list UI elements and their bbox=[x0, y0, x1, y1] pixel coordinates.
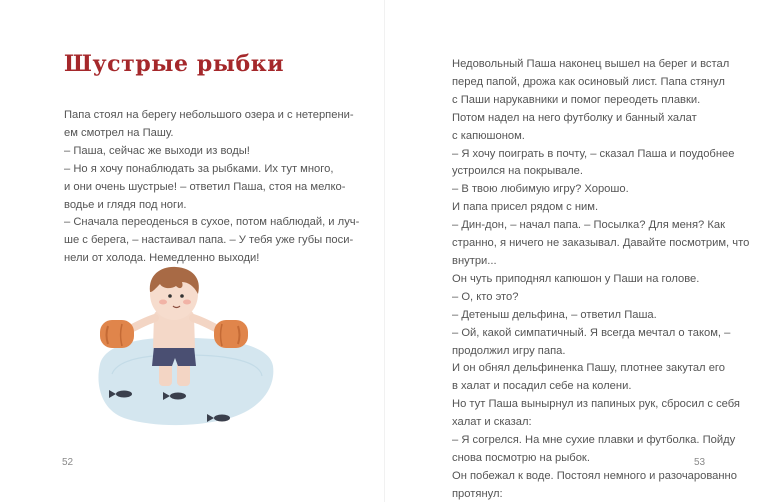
left-armband bbox=[100, 320, 134, 348]
right-page-text bbox=[452, 56, 749, 504]
text-line: снова посмотрю на рыбок. bbox=[452, 451, 590, 464]
text-line: – О, кто это? bbox=[452, 290, 519, 303]
text-line: – Я согрелся. На мне сухие плавки и футболка. Пойду bbox=[452, 434, 736, 447]
text-line: – Дин-дон, – начал папа. – Посылка? Для меня? Как bbox=[452, 219, 725, 232]
text-line: халат и сказал: bbox=[452, 416, 532, 429]
text-line: странно, я ничего не заказывал. Давайте посмотрим, что bbox=[452, 237, 750, 250]
text-line: Он чуть приподнял капюшон у Паши на голове. bbox=[452, 272, 700, 285]
page-number-right: 53 bbox=[694, 457, 706, 468]
text-line: продолжил игру папа. bbox=[452, 344, 566, 357]
text-line: – Паша, сейчас же выходи из воды! bbox=[64, 144, 250, 157]
text-line: с Паши нарукавники и помог переодеть плавки. bbox=[452, 93, 701, 106]
text-line: – Сначала переоденься в сухое, потом наблюдай, и луч- bbox=[64, 216, 360, 229]
text-line: – В твою любимую игру? Хорошо. bbox=[452, 183, 629, 196]
text-line: водье и глядя под ноги. bbox=[64, 198, 187, 211]
left-page-text bbox=[64, 107, 359, 268]
text-line: Но тут Паша вынырнул из папиных рук, сбросил с себя bbox=[452, 398, 740, 411]
text-line: устроился на покрывале. bbox=[452, 165, 584, 178]
left-page bbox=[0, 0, 385, 502]
text-line: – Но я хочу понаблюдать за рыбками. Их тут много, bbox=[64, 162, 334, 175]
text-line: с капюшоном. bbox=[452, 129, 525, 142]
text-line: ше с берега, – настаивал папа. – У тебя уже губы поси- bbox=[64, 234, 354, 247]
text-line: перед папой, дрожа как осиновый лист. Папа стянул bbox=[452, 75, 725, 88]
page-number-left: 52 bbox=[62, 457, 74, 468]
text-line: Он побежал к воде. Постоял немного и разочарованно bbox=[452, 469, 737, 482]
text-line: – Детеныш дельфина, – ответил Паша. bbox=[452, 308, 657, 321]
text-line: внутри... bbox=[452, 254, 497, 267]
text-line: ем смотрел на Пашу. bbox=[64, 126, 174, 139]
text-line: И папа присел рядом с ним. bbox=[452, 201, 599, 214]
text-line: – Ой, какой симпатичный. Я всегда мечтал о таком, – bbox=[452, 326, 731, 339]
text-line: и они очень шустрые! – ответил Паша, стоя на мелко- bbox=[64, 180, 346, 193]
text-line: нели от холода. Немедленно выходи! bbox=[64, 252, 260, 265]
text-line: Папа стоял на берегу небольшого озера и с нетерпени- bbox=[64, 109, 354, 121]
text-line: Недовольный Паша наконец вышел на берег и встал bbox=[452, 58, 730, 70]
right-armband bbox=[214, 320, 248, 348]
text-line: – Я хочу поиграть в почту, – сказал Паша и поудобнее bbox=[452, 147, 735, 160]
chapter-title: Шустрые рыбки bbox=[64, 51, 285, 77]
text-line: Потом надел на него футболку и банный халат bbox=[452, 111, 697, 124]
text-line: в халат и посадил себе на колени. bbox=[452, 380, 632, 393]
boy-illustration bbox=[92, 262, 278, 434]
text-line: И он обнял дельфиненка Пашу, плотнее закутал его bbox=[452, 362, 725, 375]
text-line: протянул: bbox=[452, 487, 503, 500]
